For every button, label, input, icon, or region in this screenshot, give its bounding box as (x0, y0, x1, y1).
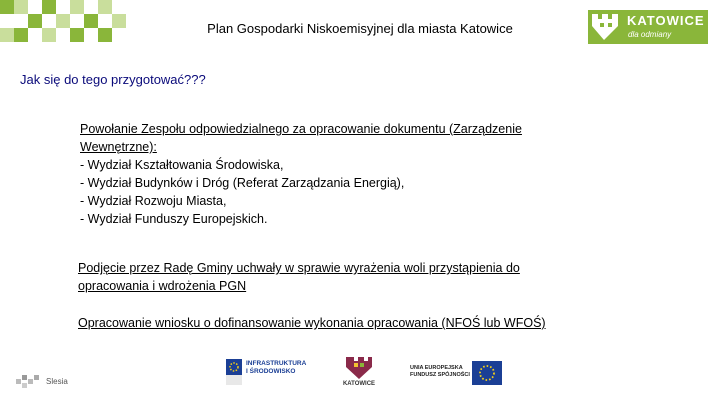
funding-paragraph: Opracowanie wniosku o dofinansowanie wykonania opracowania (NFOŚ lub WFOŚ) (78, 316, 546, 330)
eu-flag-icon (472, 361, 502, 385)
infra-line1: INFRASTRUKTURA (246, 360, 307, 367)
eu-line2: FUNDUSZ SPÓJNOŚCI (410, 372, 470, 378)
team-item: - Wydział Kształtowania Środowiska, (80, 158, 284, 172)
infra-line2: I ŚRODOWISKO (246, 368, 296, 375)
katowice-emblem-icon (590, 12, 622, 42)
team-paragraph (80, 120, 640, 228)
resolution-paragraph (78, 259, 638, 295)
slesia-label: Slesia (46, 377, 68, 386)
katowice-crest-icon (342, 355, 376, 381)
katowice-logo (588, 10, 708, 44)
infrastruktura-logo (226, 357, 311, 389)
team-item: - Wydział Funduszy Europejskich. (80, 212, 268, 226)
eu-fund-logo (410, 360, 505, 388)
eu-line1: UNIA EUROPEJSKA (410, 365, 463, 371)
katowice-footer-logo (342, 355, 376, 391)
slide-subtitle: Jak się do tego przygotować??? (20, 72, 206, 87)
team-heading-line1: Powołanie Zespołu odpowiedzialnego za opracowanie dokumentu (Zarządzenie (80, 122, 522, 136)
decorative-squares (0, 0, 135, 54)
page-title: Plan Gospodarki Niskoemisyjnej dla miasta Katowice (207, 21, 513, 36)
team-item: - Wydział Rozwoju Miasta, (80, 194, 227, 208)
resolution-line1: Podjęcie przez Radę Gminy uchwały w sprawie wyrażenia woli przystąpienia do (78, 261, 520, 275)
logo-tagline: dla odmiany (628, 30, 672, 39)
slesia-logo (14, 371, 74, 393)
slesia-emblem-icon (14, 371, 44, 393)
logo-name: KATOWICE (627, 13, 705, 28)
team-item: - Wydział Budynków i Dróg (Referat Zarządzania Energią), (80, 176, 405, 190)
eu-stars-icon (226, 359, 242, 385)
resolution-line2: opracowania i wdrożenia PGN (78, 279, 247, 293)
team-heading-line2: Wewnętrzne): (80, 140, 157, 154)
katowice-footer-label: KATOWICE (342, 381, 376, 387)
